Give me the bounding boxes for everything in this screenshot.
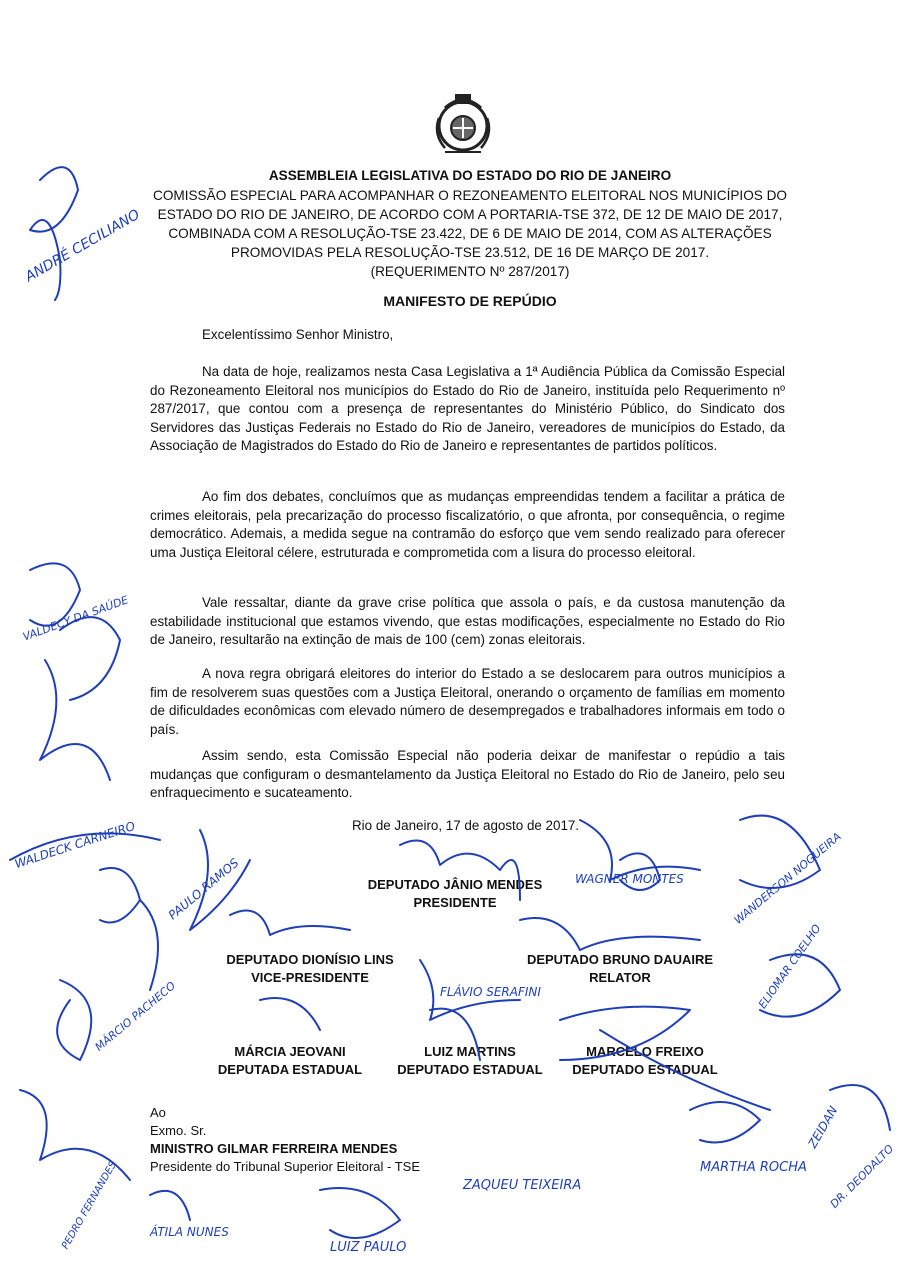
handwritten-valdecy-da-saude: VALDECY DA SAÚDE (21, 593, 131, 644)
handwritten-luiz-paulo: LUIZ PAULO (330, 1240, 407, 1255)
signatory-marcelo-freixo: MARCELO FREIXO DEPUTADO ESTADUAL (572, 1044, 718, 1077)
signatory-relator: DEPUTADO BRUNO DAUAIRE RELATOR (526, 952, 714, 985)
commission-line-2: ESTADO DO RIO DE JANEIRO, DE ACORDO COM A PORTARIA-TSE 372, DE 12 DE MAIO DE 2017, (157, 207, 783, 222)
handwritten-flavio-serafini: FLÁVIO SERAFINI (440, 985, 541, 999)
paragraph-3: Vale ressaltar, diante da grave crise política que assola o país, e da custosa manutenção da estabilidade institucional que estamos vivendo, que estas modificações, especialmente no Estado do Rio de Janeiro, resultarão na extinção de mais de 100 (cem) zonas eleitorais. (150, 595, 785, 648)
paragraph-5: Assim sendo, esta Comissão Especial não poderia deixar de manifestar o repúdio a tais mudanças que configuram o desmantelamento da Justiça Eleitoral no Estado do Rio de Janeiro, pelo seu enfraquecimento e sucateamento. (150, 748, 785, 801)
addressee-name: MINISTRO GILMAR FERREIRA MENDES (150, 1141, 398, 1156)
commission-line-4: PROMOVIDAS PELA RESOLUÇÃO-TSE 23.512, DE 16 DE MARÇO DE 2017. (230, 245, 710, 260)
commission-line-1: COMISSÃO ESPECIAL PARA ACOMPANHAR O REZONEAMENTO ELEITORAL NOS MUNICÍPIOS DO (153, 188, 787, 203)
addressee-line-ao: Ao (150, 1105, 166, 1120)
paragraph-4: A nova regra obrigará eleitores do interior do Estado a se deslocarem para outros municípios a fim de resolverem suas questões com a Justiça Eleitoral, onerando o orçamento de famílias em momento de dificuldades econômicas com elevado número de desempregados e trabalhadores informais em todo o país. (150, 666, 785, 737)
handwritten-marcio-pacheco: MÁRCIO PACHECO (92, 979, 179, 1054)
handwritten-martha-rocha: MARTHA ROCHA (700, 1160, 807, 1175)
handwritten-eliomar-coelho: ELIOMAR COELHO (755, 922, 824, 1011)
signatory-marcia-jeovani: MÁRCIA JEOVANI DEPUTADA ESTADUAL (217, 1044, 363, 1077)
signatory-vice-president: DEPUTADO DIONÍSIO LINS VICE-PRESIDENTE (226, 952, 394, 985)
paragraph-2: Ao fim dos debates, concluímos que as mudanças empreendidas tendem a facilitar a prática de crimes eleitorais, pela precarização do processo fiscalizatório, o que afronta, por consequência, o regime democrático. Ademais, a medida segue na contramão do esforço que vem sendo realizado para oferecer uma Justiça Eleitoral célere, estruturada e comprometida com a lisura do processo eleitoral. (150, 489, 785, 560)
date-line: Rio de Janeiro, 17 de agosto de 2017. (352, 818, 580, 833)
requerimento-line: (REQUERIMENTO Nº 287/2017) (370, 264, 570, 279)
commission-line-3: COMBINADA COM A RESOLUÇÃO-TSE 23.422, DE 6 DE MAIO DE 2014, COM AS ALTERAÇÕES (168, 226, 772, 241)
signatory-luiz-martins: LUIZ MARTINS DEPUTADO ESTADUAL (397, 1044, 543, 1077)
handwritten-atila-nunes: ÁTILA NUNES (150, 1225, 229, 1239)
handwritten-pedro-fernandes: PEDRO FERNANDES (60, 1159, 120, 1252)
handwritten-wagner-montes: WAGNER MONTES (575, 872, 684, 886)
handwritten-waldeck-carneiro: WALDECK CARNEIRO (12, 818, 137, 872)
assembly-name: ASSEMBLEIA LEGISLATIVA DO ESTADO DO RIO DE JANEIRO (268, 168, 672, 183)
handwritten-zeidan: ZEIDAN (805, 1103, 841, 1151)
document-title: MANIFESTO DE REPÚDIO (383, 293, 557, 309)
salutation: Excelentíssimo Senhor Ministro, (202, 327, 394, 342)
handwritten-dr-deodalto: DR. DEODALTO (827, 1142, 897, 1211)
handwritten-zaqueu-teixeira: ZAQUEU TEIXEIRA (463, 1178, 582, 1193)
handwritten-paulo-ramos: PAULO RAMOS (165, 855, 242, 923)
handwritten-andre-ceciliano: ANDRÉ CECILIANO (22, 206, 143, 286)
addressee-title: Presidente do Tribunal Superior Eleitoral - TSE (150, 1159, 421, 1174)
signatory-president: DEPUTADO JÂNIO MENDES PRESIDENTE (367, 877, 543, 910)
handwritten-wanderson-nogueira: WANDERSON NOGUEIRA (731, 830, 844, 927)
paragraph-1: Na data de hoje, realizamos nesta Casa Legislativa a 1ª Audiência Pública da Comissão Especial do Rezoneamento Eleitoral nos municípios do Estado do Rio de Janeiro, instituída pelo Requerimento nº 287/2017, que contou com a presença de representantes do Ministério Público, do Sindicato dos Servidores das Justiças Federais no Estado do Rio de Janeiro, vereadores de municípios do Estado, da Associação de Magistrados do Estado do Rio de Janeiro e representantes de partidos políticos. (150, 364, 785, 454)
addressee-line-exmo: Exmo. Sr. (150, 1123, 207, 1138)
